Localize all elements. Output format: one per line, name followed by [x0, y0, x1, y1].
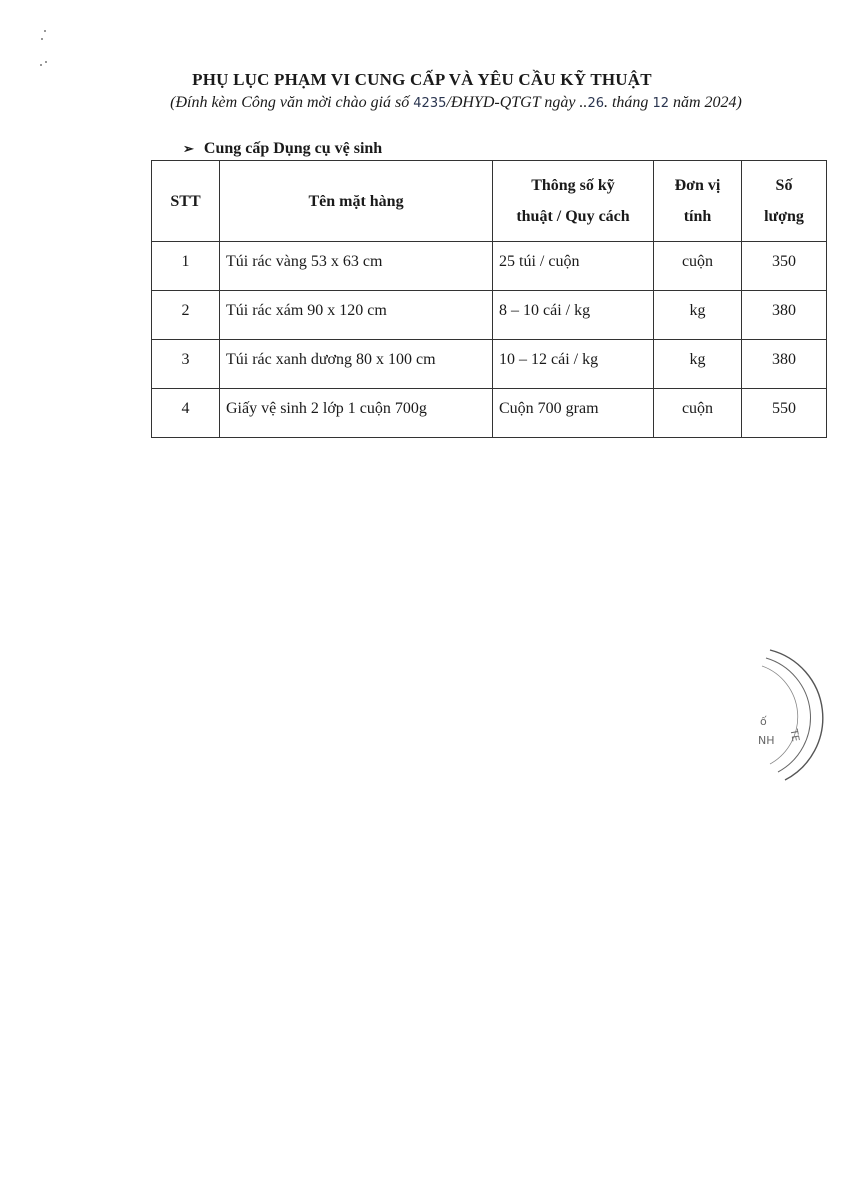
- cell-name: Túi rác xám 90 x 120 cm: [220, 291, 493, 340]
- header-qty-line1: Số: [775, 177, 793, 194]
- table-row: [152, 389, 827, 438]
- cell-spec: 8 – 10 cái / kg: [493, 291, 654, 340]
- header-unit-line2: tính: [683, 208, 712, 225]
- cell-stt: 3: [152, 340, 220, 389]
- subtitle-suffix: năm 2024): [668, 94, 742, 111]
- scan-speck: [41, 38, 43, 40]
- page-title: PHỤ LỤC PHẠM VI CUNG CẤP VÀ YÊU CẦU KỸ THUẬT: [192, 70, 652, 89]
- cell-qty: 350: [742, 242, 827, 291]
- cell-stt: 1: [152, 242, 220, 291]
- stamp-inner-ring: [766, 658, 810, 772]
- cell-name: Túi rác vàng 53 x 63 cm: [220, 242, 493, 291]
- cell-qty: 550: [742, 389, 827, 438]
- stamp-outer-ring: [770, 650, 823, 780]
- cell-unit: kg: [654, 291, 742, 340]
- handwritten-day: 26: [587, 96, 604, 111]
- header-unit: [654, 161, 742, 242]
- arrow-bullet-icon: ➢: [183, 141, 194, 156]
- cell-qty: 380: [742, 291, 827, 340]
- cell-unit: kg: [654, 340, 742, 389]
- page-subtitle: [0, 94, 844, 112]
- cell-name: Giấy vệ sinh 2 lớp 1 cuộn 700g: [220, 389, 493, 438]
- header-qty-line2: lượng: [764, 208, 804, 225]
- cell-spec: Cuộn 700 gram: [493, 389, 654, 438]
- cell-name: Túi rác xanh dương 80 x 100 cm: [220, 340, 493, 389]
- table-header-row: [152, 161, 827, 242]
- header-stt: [152, 161, 220, 242]
- header-unit-line1: Đơn vị: [674, 177, 721, 194]
- cell-spec: 10 – 12 cái / kg: [493, 340, 654, 389]
- section-heading: [183, 140, 382, 158]
- header-name: [220, 161, 493, 242]
- supply-table: [151, 160, 827, 438]
- header-stt-label: STT: [170, 192, 201, 210]
- cell-stt: 4: [152, 389, 220, 438]
- table-row: [152, 291, 827, 340]
- header-spec: [493, 161, 654, 242]
- cell-qty: 380: [742, 340, 827, 389]
- table-row: [152, 242, 827, 291]
- cell-stt: 2: [152, 291, 220, 340]
- scan-speck: [45, 61, 47, 63]
- stamp-text-b: NH: [758, 734, 775, 747]
- handwritten-doc-number: 4235: [413, 96, 447, 111]
- scan-speck: [40, 64, 42, 66]
- cell-spec: 25 túi / cuộn: [493, 242, 654, 291]
- stamp-seal: [740, 640, 840, 790]
- stamp-text-a: ố: [760, 715, 767, 728]
- stamp-text-c: TE: [787, 728, 801, 743]
- handwritten-month: 12: [652, 96, 669, 111]
- cell-unit: cuộn: [654, 389, 742, 438]
- subtitle-mid1: /ĐHYD-QTGT ngày ..: [446, 94, 588, 111]
- subtitle-prefix: (Đính kèm Công văn mời chào giá số: [170, 94, 414, 111]
- stamp-inner-ring-2: [762, 666, 801, 764]
- scan-speck: [44, 30, 46, 32]
- subtitle-mid2: . tháng: [603, 94, 653, 111]
- header-qty: [742, 161, 827, 242]
- table-row: [152, 340, 827, 389]
- header-spec-line2: thuật / Quy cách: [516, 208, 630, 225]
- cell-unit: cuộn: [654, 242, 742, 291]
- section-label: Cung cấp Dụng cụ vệ sinh: [203, 140, 383, 157]
- header-name-label: Tên mặt hàng: [308, 192, 404, 210]
- header-spec-line1: Thông số kỹ: [531, 177, 615, 194]
